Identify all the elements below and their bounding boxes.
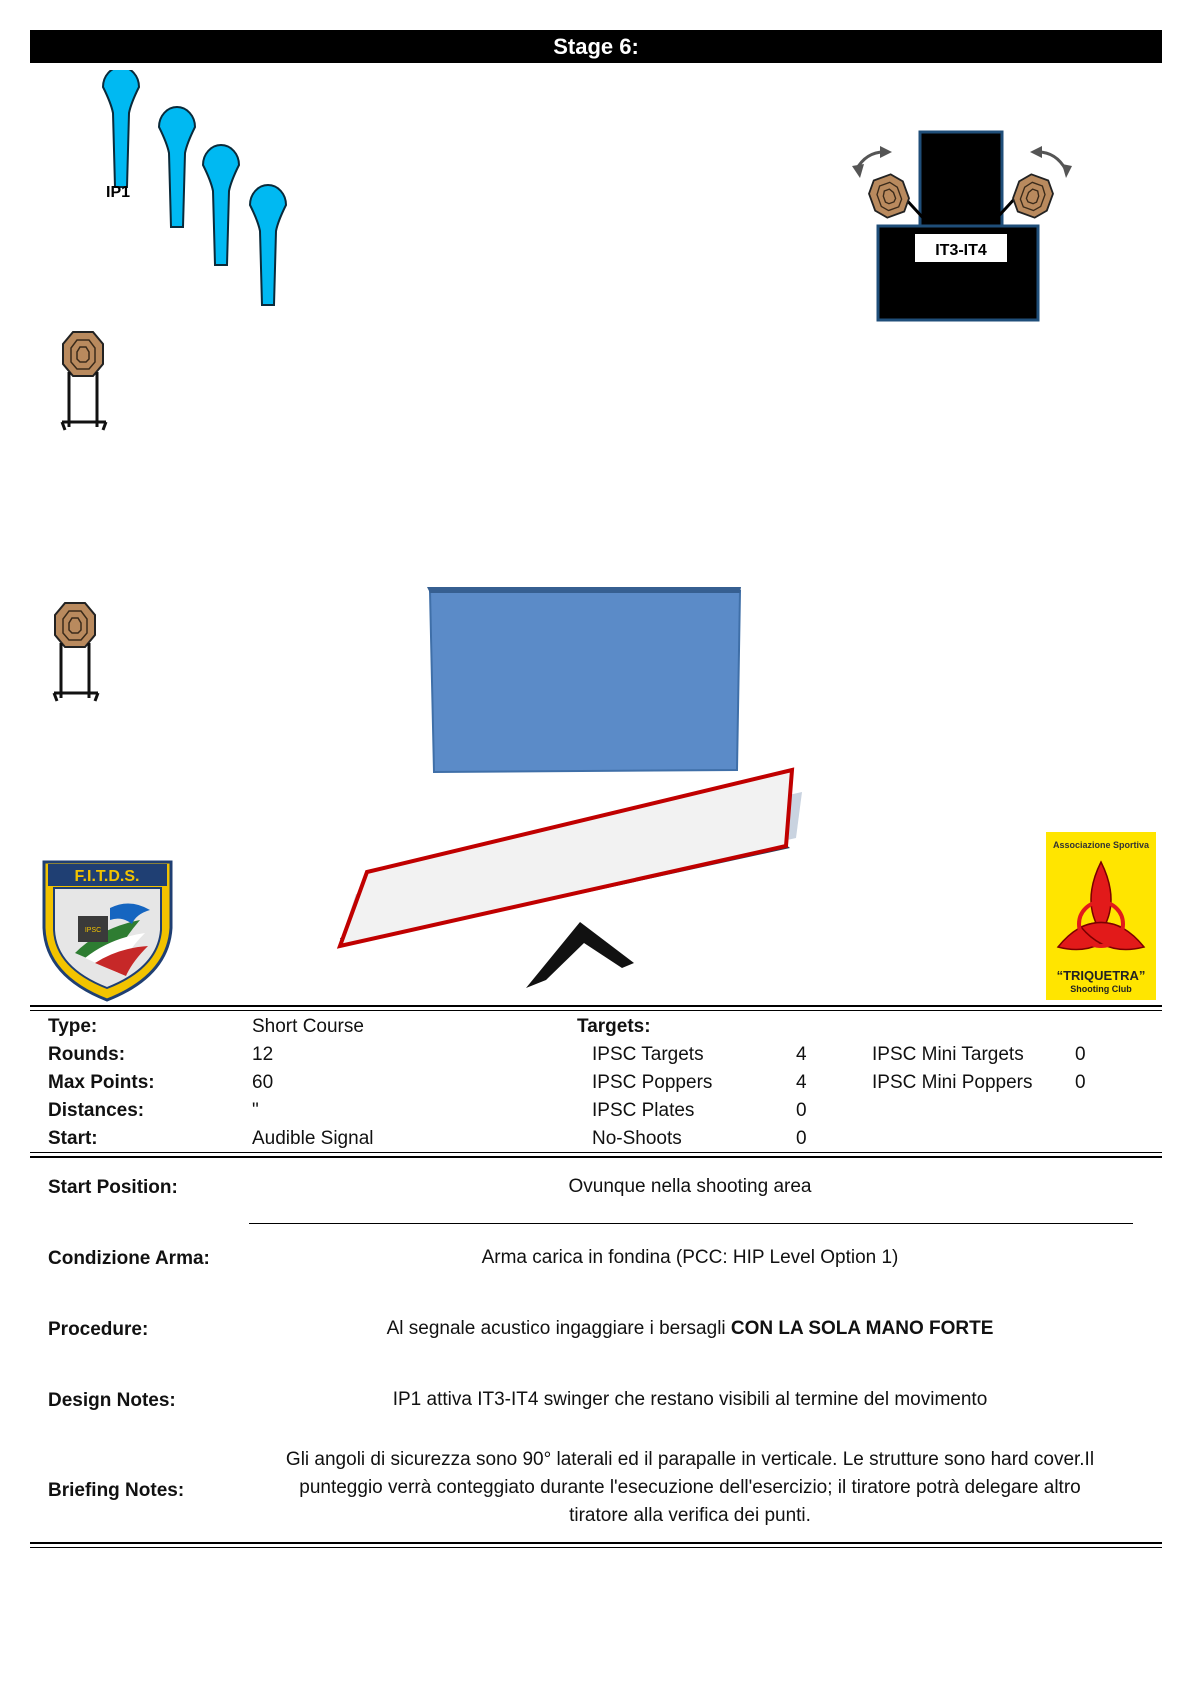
swinger-target-right — [1009, 171, 1056, 221]
target-name: IPSC Targets — [592, 1044, 704, 1065]
ipsc-target-stand-1 — [62, 332, 106, 430]
label-it3-it4: IT3-IT4 — [935, 242, 987, 259]
wall-structure — [427, 587, 741, 772]
distances-label: Distances: — [48, 1100, 145, 1121]
rounds-label: Rounds: — [48, 1044, 126, 1065]
briefing-notes-label: Briefing Notes: — [48, 1480, 185, 1501]
start-value: Audible Signal — [252, 1128, 374, 1149]
target-count: 4 — [796, 1044, 807, 1065]
footer-rule-1 — [30, 1542, 1162, 1544]
info-bottom-rule-2 — [30, 1156, 1162, 1158]
info-top-rule-2 — [30, 1010, 1162, 1011]
max-points-label: Max Points: — [48, 1072, 155, 1093]
stage-diagram — [0, 70, 1191, 1000]
svg-text:IPSC: IPSC — [84, 927, 102, 934]
swinger-structure — [878, 132, 1038, 320]
condizione-arma-label: Condizione Arma: — [48, 1248, 210, 1269]
target-name: IPSC Plates — [592, 1100, 695, 1121]
mini-target-count: 0 — [1075, 1072, 1086, 1093]
stage-header-bar — [30, 30, 1162, 63]
fault-line-barrier — [340, 770, 802, 946]
triquetra-logo — [1046, 832, 1156, 1000]
target-count: 4 — [796, 1072, 807, 1093]
condizione-arma-value: Arma carica in fondina (PCC: HIP Level Option 1) — [481, 1247, 899, 1268]
procedure-text: Al segnale acustico ingaggiare i bersagli — [386, 1318, 731, 1339]
type-label: Type: — [48, 1016, 98, 1037]
stage-title: Stage 6: — [553, 34, 639, 59]
procedure-emphasis: CON LA SOLA MANO FORTE — [730, 1318, 994, 1339]
popper-4 — [250, 185, 286, 305]
label-ip1: IP1 — [106, 184, 131, 201]
briefing-notes-value — [248, 1446, 1132, 1530]
swing-arrow-right-icon — [1030, 146, 1072, 178]
mini-target-name: IPSC Mini Poppers — [872, 1072, 1033, 1093]
distances-value: " — [252, 1100, 259, 1121]
start-label: Start: — [48, 1128, 98, 1149]
popper-3 — [203, 145, 239, 265]
max-points-value: 60 — [252, 1072, 274, 1093]
design-notes-value: IP1 attiva IT3-IT4 swinger che restano visibili al termine del movimento — [392, 1389, 988, 1410]
footer-rule-2 — [30, 1547, 1162, 1548]
mini-target-count: 0 — [1075, 1044, 1086, 1065]
info-bottom-rule-1 — [30, 1152, 1162, 1153]
briefing-line: Gli angoli di sicurezza sono 90° laterali ed il parapalle in verticale. Le strutture sono hard cover.Il — [285, 1449, 1095, 1470]
procedure-value — [248, 1315, 1132, 1343]
rounds-value: 12 — [252, 1044, 274, 1065]
fitds-logo — [40, 858, 175, 1003]
swinger-target-left — [865, 171, 912, 221]
svg-text:F.I.T.D.S.: F.I.T.D.S. — [74, 868, 140, 885]
briefing-line: punteggio verrà conteggiato durante l'esecuzione dell'esercizio; il tiratore potrà delegare altro — [299, 1477, 1081, 1498]
swing-arrow-left-icon — [852, 146, 892, 178]
start-position-underline — [249, 1223, 1133, 1224]
target-name: IPSC Poppers — [592, 1072, 713, 1093]
svg-text:Associazione Sportiva: Associazione Sportiva — [1052, 840, 1150, 850]
svg-text:“TRIQUETRA”: “TRIQUETRA” — [1056, 968, 1146, 983]
popper-1 — [103, 70, 139, 187]
procedure-label: Procedure: — [48, 1319, 149, 1340]
start-position-arrow-icon — [526, 922, 634, 988]
svg-text:Shooting Club: Shooting Club — [1070, 984, 1132, 994]
popper-2 — [159, 107, 195, 227]
ipsc-target-stand-2 — [54, 603, 98, 701]
start-position-value: Ovunque nella shooting area — [568, 1176, 812, 1197]
target-name: No-Shoots — [592, 1128, 682, 1149]
type-value: Short Course — [252, 1016, 364, 1037]
design-notes-label: Design Notes: — [48, 1390, 176, 1411]
briefing-line: tiratore alla verifica dei punti. — [569, 1505, 811, 1526]
target-count: 0 — [796, 1128, 807, 1149]
info-top-rule-1 — [30, 1005, 1162, 1007]
start-position-label: Start Position: — [48, 1177, 178, 1198]
targets-label: Targets: — [577, 1016, 651, 1037]
target-count: 0 — [796, 1100, 807, 1121]
mini-target-name: IPSC Mini Targets — [872, 1044, 1024, 1065]
